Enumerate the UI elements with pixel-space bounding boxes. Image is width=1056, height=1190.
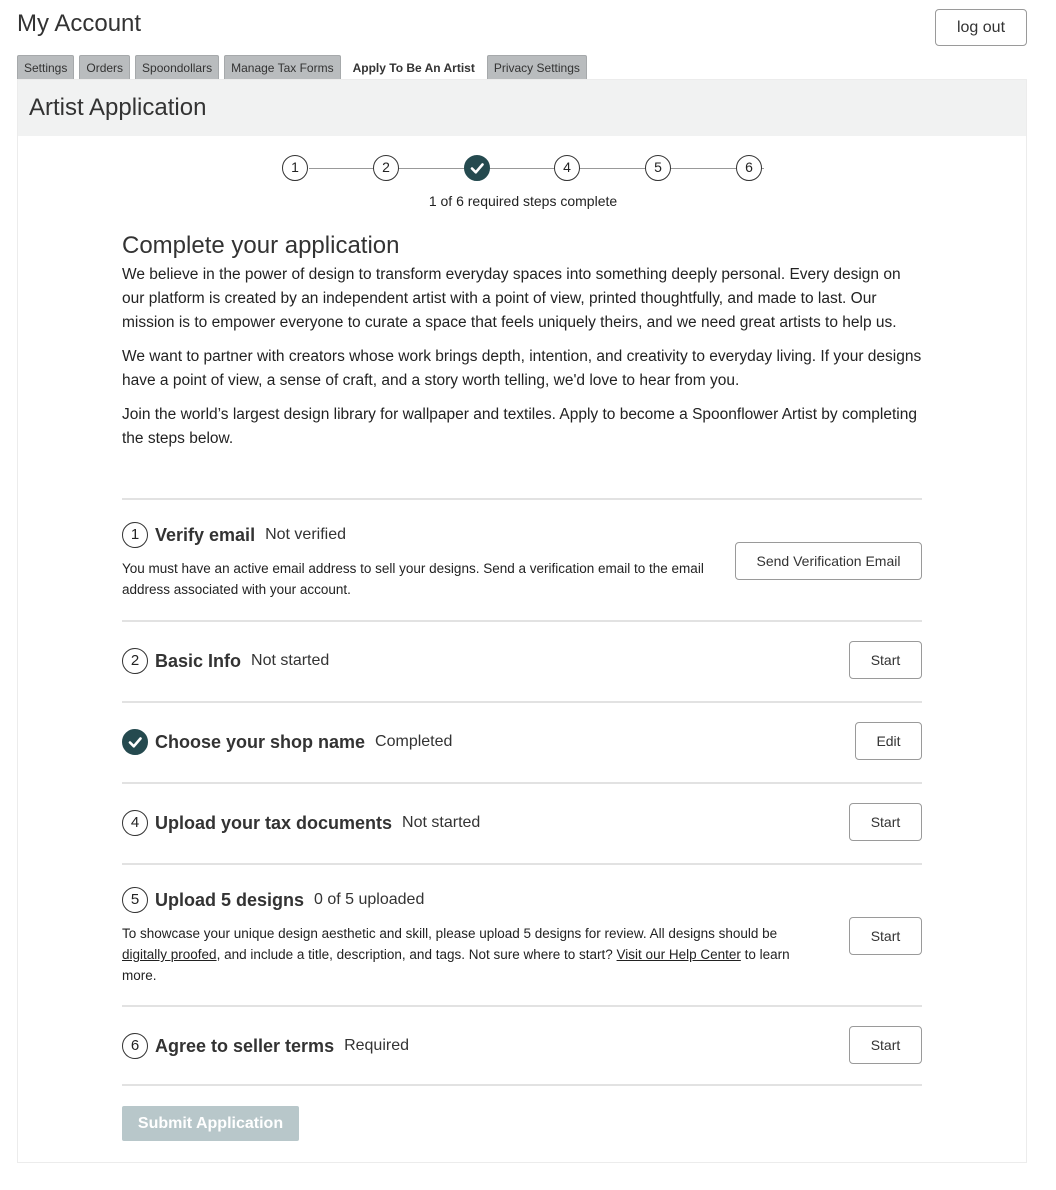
intro-paragraph-3: Join the world’s largest design library for wallpaper and textiles. Apply to become a Spoonflower Artist by completing the steps below. [122,406,917,447]
step-number: 2 [122,648,148,674]
step-status: Required [344,1037,410,1054]
tab-apply-to-be-an-artist[interactable]: Apply To Be An Artist [346,55,482,79]
page-title: My Account [17,10,142,37]
desc-text: , and include a title, description, and tags. Not sure where to start? [216,947,617,962]
step-status: Not verified [265,526,346,543]
seller-terms-start-button[interactable]: Start [849,1026,922,1064]
desc-text: to learn more. [122,947,790,983]
step-status: Not started [251,652,330,669]
tab-orders[interactable]: Orders [79,55,130,79]
stepper-dot-3-complete [464,155,490,181]
step-status: 0 of 5 uploaded [314,891,425,908]
digitally-proofed-link[interactable]: digitally proofed [122,947,217,962]
intro-heading: Complete your application [122,232,400,259]
step-title: Upload 5 designs [155,889,305,910]
shop-name-edit-button[interactable]: Edit [855,722,922,760]
account-tabs [17,55,587,79]
application-steps [122,498,922,1086]
step-agree-seller-terms [122,1005,922,1086]
artist-application-panel [17,79,1027,1163]
help-center-link[interactable]: Visit our Help Center [616,947,741,962]
step-title: Verify email [155,524,256,545]
step-number: 6 [122,1033,148,1059]
step-number: 5 [122,887,148,913]
step-verify-email [122,498,922,620]
upload-designs-start-button[interactable]: Start [849,917,922,955]
tab-settings[interactable]: Settings [17,55,74,79]
step-upload-tax-documents [122,782,922,863]
stepper-dot-4: 4 [554,155,580,181]
submit-application-button[interactable]: Submit Application [122,1106,299,1141]
step-title: Basic Info [155,650,242,671]
step-basic-info [122,620,922,701]
tab-manage-tax-forms[interactable]: Manage Tax Forms [224,55,341,79]
steps-progress-text: 1 of 6 required steps complete [428,193,618,209]
step-number: 1 [122,522,148,548]
step-upload-designs [122,863,922,1005]
send-verification-email-button[interactable]: Send Verification Email [735,542,922,580]
checkmark-icon [470,156,484,180]
step-status: Not started [402,814,481,831]
step-title: Agree to seller terms [155,1035,335,1056]
stepper-dot-6: 6 [736,155,762,181]
step-title: Upload your tax documents [155,812,393,833]
step-description [122,923,822,986]
logout-button[interactable]: log out [935,9,1027,46]
desc-text: To showcase your unique design aesthetic and skill, please upload 5 designs for review. All designs should be [122,926,778,941]
stepper-dot-5: 5 [645,155,671,181]
step-title: Choose your shop name [155,731,366,752]
step-status: Completed [375,733,453,750]
intro-paragraph-2: We want to partner with creators whose work brings depth, intention, and creativity to everyday living. If your designs have a point of view, a sense of craft, and a story worth telling, we'd love to hear from you. [122,348,922,389]
step-complete-badge [122,729,148,755]
tab-privacy-settings[interactable]: Privacy Settings [487,55,587,79]
step-description: You must have an active email address to sell your designs. Send a verification email to the email address associated with your account. [122,561,704,597]
tab-spoondollars[interactable]: Spoondollars [135,55,219,79]
tax-documents-start-button[interactable]: Start [849,803,922,841]
panel-title: Artist Application [18,80,1026,136]
step-choose-shop-name [122,701,922,782]
stepper-dot-2: 2 [373,155,399,181]
step-number: 4 [122,810,148,836]
basic-info-start-button[interactable]: Start [849,641,922,679]
stepper-dot-1: 1 [282,155,308,181]
checkmark-icon [128,730,142,754]
intro-section [122,230,922,451]
intro-paragraph-1: We believe in the power of design to transform everyday spaces into something deeply personal. Every design on our platform is created by an independent artist with a point of view, printed thoughtfully, and made to last. Our mission is to empower everyone to curate a space that feels uniquely theirs, and we need great artists to help us. [122,266,901,331]
